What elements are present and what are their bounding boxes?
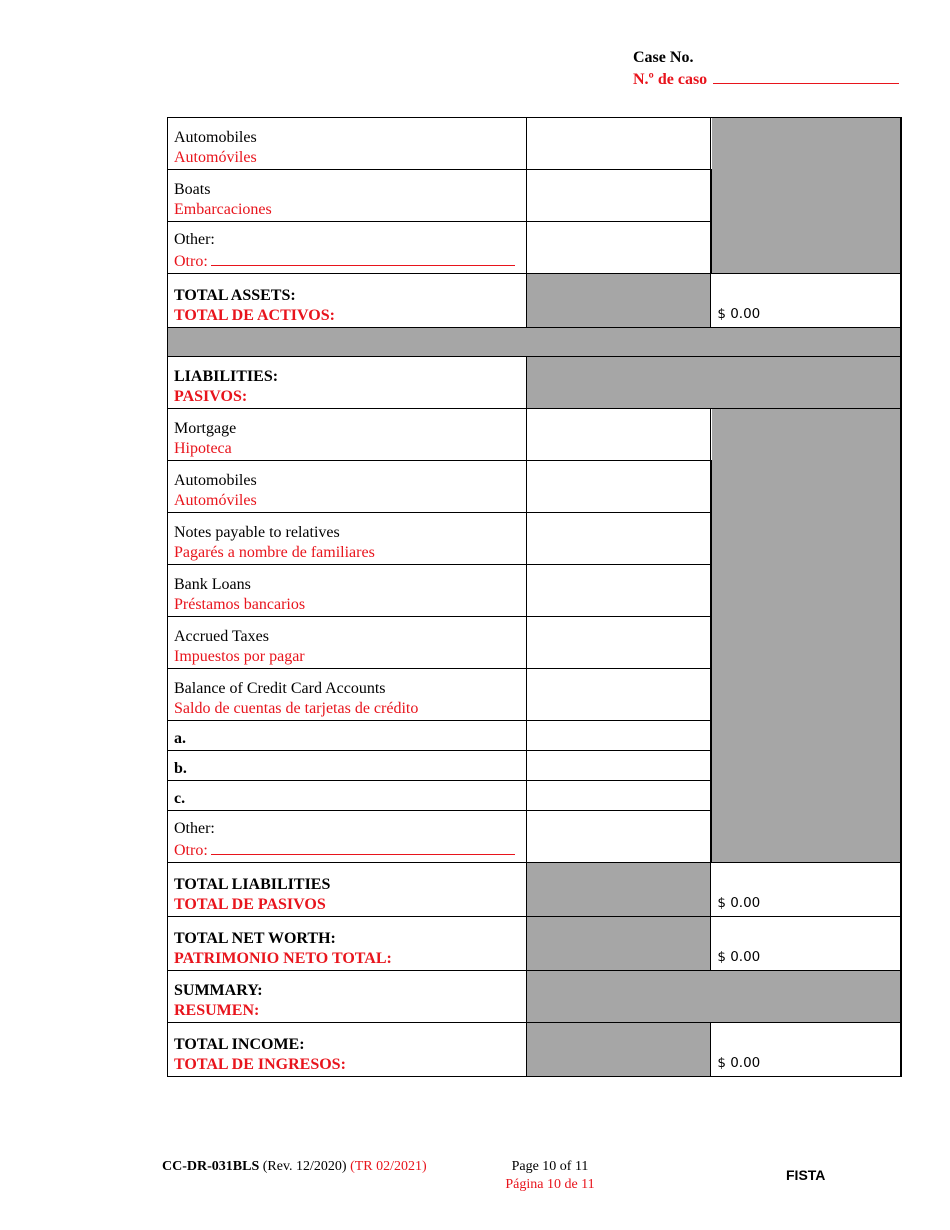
amount-input[interactable] xyxy=(527,721,711,751)
amount-input[interactable] xyxy=(527,751,711,781)
row-label-en: Accrued Taxes xyxy=(174,628,269,645)
table-row xyxy=(168,357,902,409)
row-label-es: Automóviles xyxy=(174,149,257,166)
amount-input[interactable] xyxy=(527,222,711,274)
shaded-cell xyxy=(711,409,901,863)
row-label-es: Préstamos bancarios xyxy=(174,596,306,613)
row-label-en: Automobiles xyxy=(174,129,257,146)
table-row xyxy=(168,863,902,917)
form-translation-revision: (TR 02/2021) xyxy=(350,1159,427,1174)
total-assets-label: TOTAL ASSETS: xyxy=(174,287,296,304)
other-description-field[interactable] xyxy=(211,839,515,855)
table-row xyxy=(168,274,902,328)
credit-card-c-label: c. xyxy=(168,781,527,811)
fista-label: FISTA xyxy=(786,1167,826,1183)
total-income-label-es: TOTAL DE INGRESOS: xyxy=(174,1056,346,1073)
credit-card-b-label: b. xyxy=(168,751,527,781)
financial-statement-table xyxy=(167,117,902,1077)
row-label-es: Otro: xyxy=(174,842,208,859)
row-label-es: Saldo de cuentas de tarjetas de crédito xyxy=(174,700,419,717)
shaded-cell xyxy=(527,917,711,971)
total-liabilities-label: TOTAL LIABILITIES xyxy=(174,876,331,893)
shaded-cell xyxy=(711,118,901,274)
table-row xyxy=(168,118,902,170)
amount-input[interactable] xyxy=(527,409,711,461)
row-label-es: Automóviles xyxy=(174,492,257,509)
amount-input[interactable] xyxy=(527,781,711,811)
total-liabilities-amount[interactable]: $ 0.00 xyxy=(711,863,901,917)
case-number-field[interactable] xyxy=(713,68,899,84)
row-label-en: Automobiles xyxy=(174,472,257,489)
row-label-es: Embarcaciones xyxy=(174,201,272,218)
table-row xyxy=(168,328,902,357)
other-description-field[interactable] xyxy=(211,250,515,266)
row-label-es: Hipoteca xyxy=(174,440,232,457)
table-row xyxy=(168,409,902,461)
liabilities-heading: LIABILITIES: xyxy=(174,368,279,385)
shaded-cell xyxy=(527,274,711,328)
summary-heading-es: RESUMEN: xyxy=(174,1002,260,1019)
shaded-cell xyxy=(527,1023,711,1077)
table-row xyxy=(168,971,902,1023)
amount-input[interactable] xyxy=(527,811,711,863)
net-worth-label-es: PATRIMONIO NETO TOTAL: xyxy=(174,950,392,967)
row-label-en: Other: xyxy=(174,820,215,837)
row-label-en: Boats xyxy=(174,181,211,198)
amount-input[interactable] xyxy=(527,170,711,222)
credit-card-a-label: a. xyxy=(168,721,527,751)
form-revision: (Rev. 12/2020) xyxy=(262,1159,347,1174)
amount-input[interactable] xyxy=(527,118,711,170)
row-label-en: Other: xyxy=(174,231,215,248)
row-label-en: Mortgage xyxy=(174,420,237,437)
net-worth-label: TOTAL NET WORTH: xyxy=(174,930,336,947)
table-row xyxy=(168,917,902,971)
table-row xyxy=(168,1023,902,1077)
row-label-en: Balance of Credit Card Accounts xyxy=(174,680,386,697)
summary-heading: SUMMARY: xyxy=(174,982,263,999)
total-assets-amount[interactable]: $ 0.00 xyxy=(711,274,901,328)
page-number xyxy=(490,1158,610,1194)
liabilities-heading-es: PASIVOS: xyxy=(174,388,248,405)
form-id: CC-DR-031BLS xyxy=(162,1159,260,1174)
form-identifier xyxy=(162,1158,427,1176)
total-assets-label-es: TOTAL DE ACTIVOS: xyxy=(174,307,335,324)
page-number-es: Página 10 de 11 xyxy=(505,1177,595,1192)
row-label-es: Otro: xyxy=(174,253,208,270)
shaded-cell xyxy=(527,357,901,409)
net-worth-amount[interactable]: $ 0.00 xyxy=(711,917,901,971)
total-income-amount[interactable]: $ 0.00 xyxy=(711,1023,901,1077)
row-label-en: Notes payable to relatives xyxy=(174,524,340,541)
amount-input[interactable] xyxy=(527,565,711,617)
case-number-label-es: N.º de caso xyxy=(633,71,708,88)
total-income-label: TOTAL INCOME: xyxy=(174,1036,305,1053)
shaded-cell xyxy=(527,971,901,1023)
amount-input[interactable] xyxy=(527,461,711,513)
amount-input[interactable] xyxy=(527,617,711,669)
row-label-es: Pagarés a nombre de familiares xyxy=(174,544,375,561)
separator-band xyxy=(168,328,902,357)
case-number-block xyxy=(633,48,899,90)
case-number-label: Case No. xyxy=(633,49,694,66)
amount-input[interactable] xyxy=(527,669,711,721)
page-number-en: Page 10 of 11 xyxy=(511,1159,589,1174)
shaded-cell xyxy=(527,863,711,917)
row-label-en: Bank Loans xyxy=(174,576,251,593)
total-liabilities-label-es: TOTAL DE PASIVOS xyxy=(174,896,326,913)
amount-input[interactable] xyxy=(527,513,711,565)
row-label-es: Impuestos por pagar xyxy=(174,648,305,665)
